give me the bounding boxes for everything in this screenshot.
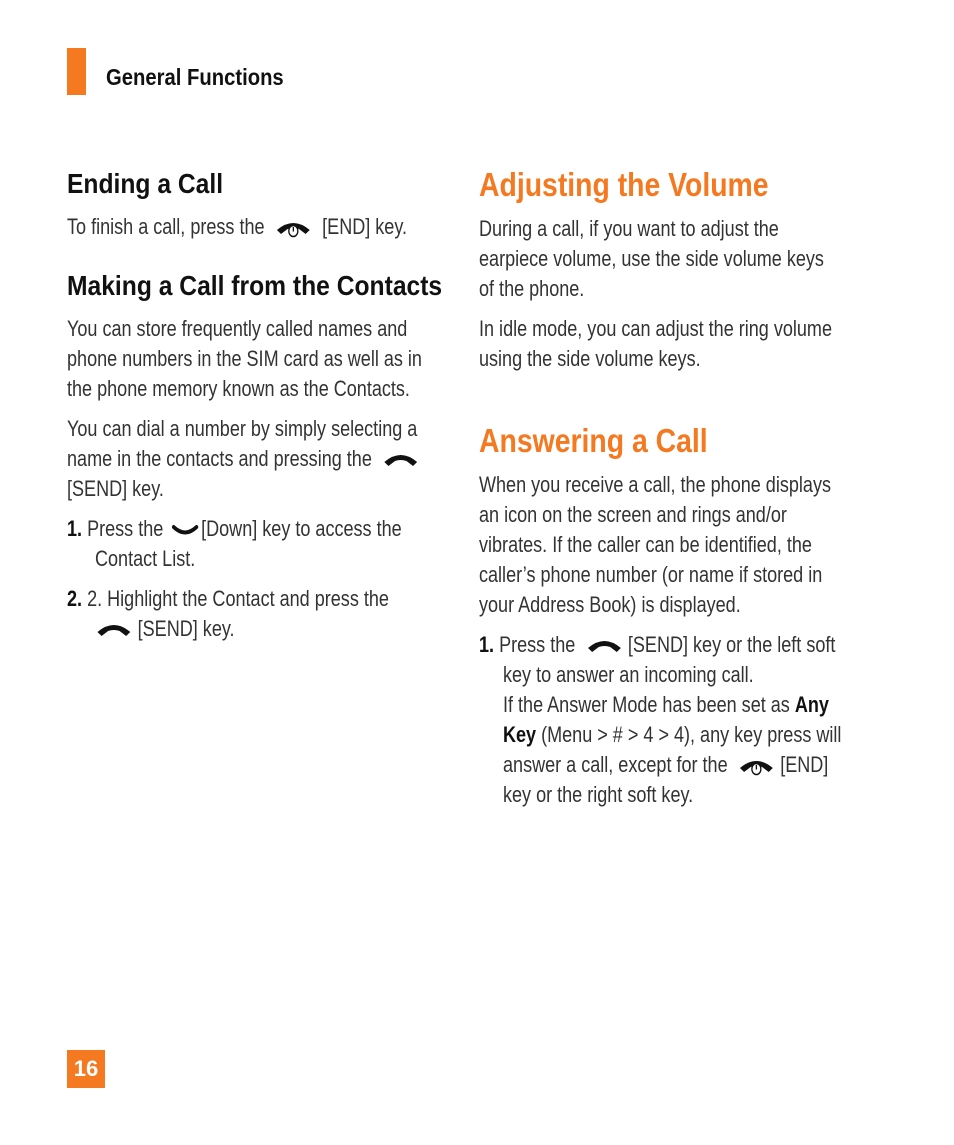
volume-para2-line1: In idle mode, you can adjust the ring volume [479, 316, 832, 341]
answering-para1-line5: your Address Book) is displayed. [479, 592, 741, 617]
ending-call-heading: Ending a Call [67, 168, 224, 199]
answering-step1-line5: answer a call, except for the [END] [503, 752, 829, 777]
send-key-icon [95, 620, 133, 640]
section-title: General Functions [106, 64, 284, 90]
volume-para1-line1: During a call, if you want to adjust the [479, 216, 779, 241]
volume-para1-line2: earpiece volume, use the side volume keys [479, 246, 824, 271]
contacts-para1-line1: You can store frequently called names and [67, 316, 408, 341]
contacts-para1-line2: phone numbers in the SIM card as well as in [67, 346, 422, 371]
answering-para1-line2: an icon on the screen and rings and/or [479, 502, 787, 527]
answering-para1-line4: caller’s phone number (or name if stored in [479, 562, 823, 587]
answering-step1-line3: If the Answer Mode has been set as Any [503, 692, 829, 717]
answering-step1-line2: key to answer an incoming call. [503, 662, 754, 687]
send-key-icon [382, 450, 420, 470]
contacts-heading: Making a Call from the Contacts [67, 270, 443, 301]
send-key-icon [585, 636, 623, 656]
answering-para1-line1: When you receive a call, the phone displays [479, 472, 831, 497]
volume-heading: Adjusting the Volume [479, 166, 769, 203]
answering-para1-line3: vibrates. If the caller can be identified, the [479, 532, 812, 557]
page-number: 16 [67, 1050, 105, 1088]
contacts-step2-line2: [SEND] key. [95, 616, 235, 642]
contacts-para2-line3: [SEND] key. [67, 476, 164, 501]
volume-para1-line3: of the phone. [479, 276, 585, 301]
end-key-icon [274, 218, 312, 238]
contacts-para1-line3: the phone memory known as the Contacts. [67, 376, 410, 401]
answering-heading: Answering a Call [479, 422, 708, 459]
contacts-step1-line1: 1. Press the [Down] key to access the [67, 516, 402, 541]
section-accent-bar [67, 48, 86, 95]
down-key-icon [170, 520, 200, 540]
volume-para2-line2: using the side volume keys. [479, 346, 701, 371]
end-key-icon [738, 756, 776, 776]
contacts-para2-line1: You can dial a number by simply selecting a [67, 416, 418, 441]
contacts-step2-line1: 2. 2. Highlight the Contact and press the [67, 586, 389, 611]
ending-call-text: To finish a call, press the [END] key. [67, 214, 408, 239]
answering-step1-line4: Key (Menu > # > 4 > 4), any key press will [503, 722, 842, 747]
contacts-step1-line2: Contact List. [95, 546, 196, 571]
answering-step1-line1: 1. Press the [SEND] key or the left soft [479, 632, 836, 657]
answering-step1-line6: key or the right soft key. [503, 782, 694, 807]
contacts-para2-line2: name in the contacts and pressing the [67, 446, 424, 472]
